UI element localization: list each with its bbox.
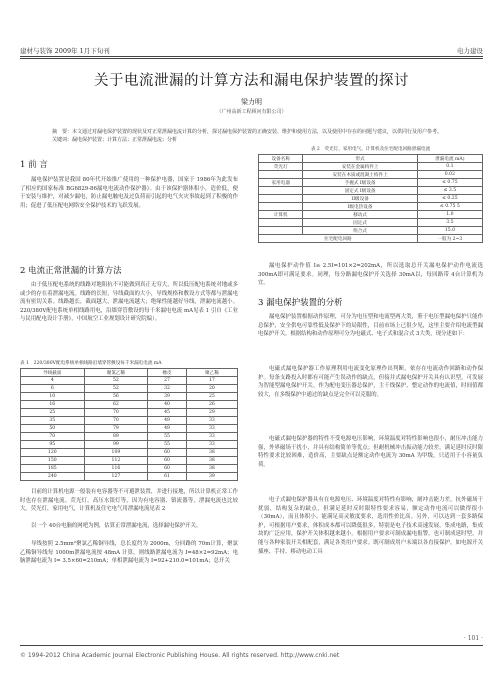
- table-2-cell-group: 家用电器: [259, 179, 303, 187]
- table-2-header: 泄漏电流 mA): [417, 155, 482, 163]
- table-2-cell-group: [259, 187, 303, 195]
- section-3-heading: 3 漏电保护装置的分析: [258, 298, 343, 308]
- table-1-cell: 95: [21, 441, 85, 449]
- table-1-header: 橡皮: [148, 369, 187, 377]
- table-2-header-row: [259, 155, 483, 163]
- table-1-cell: 38: [186, 457, 237, 465]
- table-1-cell: 116: [84, 465, 148, 473]
- table-1-cell: 38: [186, 465, 237, 473]
- table-2-cell-value: 1.0: [417, 211, 482, 219]
- header-rule-top: [20, 56, 483, 57]
- table-1-cell: 27: [148, 377, 187, 385]
- table-1-cell: 38: [186, 449, 237, 457]
- table-1-cell: 52: [84, 385, 148, 393]
- table-1-cell: 60: [148, 457, 187, 465]
- table-1-cell: 25: [21, 409, 85, 417]
- affiliation: （广州高新工程顾问有限公司）: [216, 109, 287, 115]
- table-2: [258, 154, 483, 243]
- table-1-row: [21, 377, 238, 385]
- table-1-cell: 39: [186, 473, 237, 481]
- section-2-paragraph-4: 导线按照 2.5mm²聚氯乙稀铜导线，总长度约为 2000m，分回路的 70m计算，聚氯乙稀铜导线每 1000m泄漏电流按 48mA 计算，则线路泄漏电流为 I=48×2=92mA；电脑泄漏电流为 I= 3.5×60=210mA；单相泄漏电流为 I=92+210.0=101mA；总开关: [20, 541, 238, 565]
- table-2-footer-label: 住宅配电回路: [259, 235, 418, 243]
- table-1-cell: 49: [148, 425, 187, 433]
- table-1-cell: 33: [186, 425, 237, 433]
- table-1-cell: 33: [186, 433, 237, 441]
- table-1-cell: 112: [84, 457, 148, 465]
- header-rule-bottom: [20, 58, 483, 59]
- section-3-paragraph-2: 电磁式漏电保护器工作原理利用电流变化原理作出判断，依存在电流动作回路和动作保护。每条支路投入时都有可能产生误动作的缺点，但接并式漏电保护开关具有认识型，可发展为智能型漏电保护开关。作为配电变压器总保护，主干线保护、整定动作的电流值，时间值都较大，在多级保护中通过的缺点是完全可以克服的。: [258, 366, 483, 398]
- table-1-cell: 39: [148, 393, 187, 401]
- table-1-cell: 70: [84, 417, 148, 425]
- abstract: [52, 129, 452, 144]
- author: 梁力明: [241, 98, 262, 106]
- table-2-cell-group: [259, 195, 303, 203]
- table-2-cell-value: ≤ 0.75: [417, 179, 482, 187]
- table-1-row: [21, 441, 238, 449]
- table-2-cell-form: 移动式: [303, 211, 417, 219]
- table-1-cell: 55: [148, 433, 187, 441]
- table-1-cell: 240: [21, 473, 85, 481]
- copyright-notice: © 1994-2012 China Academic Journal Electronic Publishing House. All rights reserved. http://www.cnki.net: [20, 652, 340, 659]
- table-2-cell-form: 固定式: [303, 219, 417, 227]
- table-2-row: [259, 211, 483, 219]
- table-2-cell-value: 3.5: [417, 219, 482, 227]
- section-2-paragraph-1: 由于低压配电系统的线路对地阻抗不可能做到真正无穷大，所以低压配电系统对地或多或少的存在着泄漏电流。线路的长短，导线截面的大小，导线规格和敷设方式等都与泄漏电流有密切关系。线路越长，截面越大，泄漏电流越大；绝缘性能越好导线，泄漏电流越小。220/380V配电系统单相线路用电，沿墙穿管敷设的每千米漏电电流 mA见表 1 引自《工业与民用配电设计手册》，中国航空工业规划设计研究院编）。: [20, 282, 238, 323]
- table-1-cell: 25: [186, 393, 237, 401]
- table-1-cell: 79: [84, 425, 148, 433]
- journal-header: 建材与装饰 2009年 1月下旬刊: [20, 47, 110, 55]
- table-1-caption: 表 1 220/380V配电系统单相线路沿墙穿管敷设每千米漏电电流 mA: [20, 361, 162, 366]
- table-1-cell: 60: [148, 465, 187, 473]
- table-1-cell: 35: [21, 417, 85, 425]
- footer-rule: [20, 645, 483, 646]
- table-1-cell: 33: [186, 441, 237, 449]
- table-1-cell: 70: [21, 433, 85, 441]
- table-2-cell-value: ≤ 3.5: [417, 187, 482, 195]
- table-2-cell-group: [259, 219, 303, 227]
- table-2-cell-value: 0.1: [417, 163, 482, 171]
- table-2-cell-group: [259, 203, 303, 211]
- section-1-paragraph: 漏电保护装置是我国 80年代开始推广使用的一种保护电器，国家于 1986年为此发布了相应的国家标准 BG6829-86漏电电流动作保护器》。由于该保护器体积小，造价低，便于安装与维护，对减少漏电，防止漏电触电及过负荷而引起的电气火灾事故起到了积极的作用；促进了低压配电网络安全保护技术的飞跃发展。: [20, 177, 238, 209]
- section-2-paragraph-3: 以一个 40台电脑的网吧为例，估算正常泄漏电流，选择漏电保护开关。: [31, 523, 202, 529]
- section-header: 电力建设: [457, 47, 483, 55]
- table-1-cell: 150: [21, 457, 85, 465]
- table-1-row: [21, 433, 238, 441]
- table-1-row: [21, 409, 238, 417]
- keywords: 关键词：漏电保护装置；计算方法；正常泄漏电流；分析: [52, 136, 178, 143]
- table-2-header: 设备名称: [259, 155, 303, 163]
- table-1-cell: 40: [148, 401, 187, 409]
- table-1-header: 导线截面: [21, 369, 85, 377]
- table-2-cell-group: [259, 227, 303, 235]
- table-1-cell: 29: [186, 409, 237, 417]
- table-1-cell: 26: [186, 401, 237, 409]
- article-title: 关于电流泄漏的计算方法和漏电保护装置的探讨: [94, 73, 409, 89]
- table-2-cell-form: 手握式 I级设备: [303, 179, 417, 187]
- table-1-cell: 17: [186, 377, 237, 385]
- table-2-cell-form: 安装在金属构件上: [303, 163, 417, 171]
- table-2-cell-form: 安装在木质或混凝土构件上: [303, 171, 417, 179]
- table-2-footer-value: 一般为 2~3: [417, 235, 482, 243]
- table-1-row: [21, 417, 238, 425]
- section-1-heading: 1 前 言: [20, 160, 48, 170]
- table-1-cell: 62: [84, 401, 148, 409]
- table-2-cell-group: [259, 171, 303, 179]
- table-2-cell-form: II级设备: [303, 195, 417, 203]
- table-1-cell: 4: [21, 377, 85, 385]
- table-1-row: [21, 425, 238, 433]
- table-1-row: [21, 385, 238, 393]
- table-2-caption: 表 2 荧光灯、家用电气、计算机及住宅配电回路泄漏电流: [310, 147, 431, 152]
- table-1-row: [21, 473, 238, 481]
- table-1-cell: 99: [84, 441, 148, 449]
- table-1-cell: 89: [84, 433, 148, 441]
- table-2-header: 形式: [303, 155, 417, 163]
- page-number: · 101 ·: [463, 635, 483, 642]
- table-2-row: [259, 219, 483, 227]
- table-2-row: [259, 187, 483, 195]
- table-1-cell: 70: [84, 409, 148, 417]
- table-1-cell: 56: [84, 393, 148, 401]
- table-2-cell-value: 15.0: [417, 227, 482, 235]
- table-2-row: [259, 203, 483, 211]
- table-1-header: 聚乙稀: [186, 369, 237, 377]
- table-2-row: [259, 227, 483, 235]
- table-1-header-row: [21, 369, 238, 377]
- table-1-cell: 50: [21, 425, 85, 433]
- table-1-cell: 49: [148, 417, 187, 425]
- table-1-cell: 45: [148, 409, 187, 417]
- table-1-cell: 185: [21, 465, 85, 473]
- table-1-row: [21, 393, 238, 401]
- table-2-row: [259, 179, 483, 187]
- table-1-cell: 52: [84, 377, 148, 385]
- table-2-cell-value: 0.02: [417, 171, 482, 179]
- table-2-cell-group: 荧光灯: [259, 163, 303, 171]
- table-1-cell: 33: [186, 417, 237, 425]
- table-2-row: [259, 195, 483, 203]
- table-1-cell: 16: [21, 401, 85, 409]
- section-2-heading: 2 电流正常泄漏的计算方法: [20, 266, 122, 276]
- table-1-row: [21, 457, 238, 465]
- table-2-cell-form: 固定式 I级设备: [303, 187, 417, 195]
- table-2-cell-form: I级电热设备: [303, 203, 417, 211]
- table-1-cell: 61: [148, 473, 187, 481]
- table-2-row: [259, 163, 483, 171]
- section-3-paragraph-3: 电磁式漏电保护器的特性不受电源电压影响，环境温度对特性影响也很小，耐压冲击能力强，外界磁场干扰小，并具有结构简单等优点；但耐机械冲击振动能力较差，满足延时反时限特性要求比较困难，造价高，主要缺点是额定动作电流为 30mA 为甲级，只适用于小容量负荷。: [258, 436, 483, 468]
- table-2-cell-group: 计算机: [259, 211, 303, 219]
- table-1-cell: 32: [148, 385, 187, 393]
- table-1-cell: 10: [21, 393, 85, 401]
- table-1-row: [21, 401, 238, 409]
- abstract-summary: 摘 要：本文通过对漏电保护装置的现状及对正常泄漏电流计算的分析，探讨漏电保护装置的正确安装、维护和使用方法，以及使用中存在的问题与建议，以供同行及用户参考。: [52, 129, 443, 135]
- table-1-cell: 6: [21, 385, 85, 393]
- table-2-cell-form: 组合式: [303, 227, 417, 235]
- table-1-row: [21, 449, 238, 457]
- table-2-row: [259, 171, 483, 179]
- table-1-cell: 60: [148, 449, 187, 457]
- table-2-cell-value: ≤ 0.25: [417, 195, 482, 203]
- table-1-cell: 55: [148, 441, 187, 449]
- table-1: [20, 368, 238, 481]
- table-1-cell: 20: [186, 385, 237, 393]
- section-2-paragraph-2: 目前的计算机电源一般装有电容器等不可避泄装置，并进行接地，所以计算机正常工作时也存在泄漏电流。荧光灯，高压水银灯等，因为有电容器、镇流器等，泄漏电流也比较大。荧光灯，家用电气，计算机及住宅电气用泄漏电流见表 2: [20, 489, 238, 513]
- section-2-conclusion: 漏电保护动作值 I≥ 2.5I=101×2=202mA，所以选取总开关漏电保护动作电流选 300mA即可满足要求。同理，每分路漏电保护开关选择 30mA以，每回路带 4台计算机为宜。: [258, 263, 483, 287]
- table-2-footer-row: [259, 235, 483, 243]
- section-3-paragraph-1: 漏电保护装置根据动作原理，可分为电压型和电流型两大类，鉴于电压型漏电保护只能作总保护，安全供电可靠性低及保护下的局限性，目前市场上已很少见，这里主要介绍电流型漏电保护开关。根据结构和动作原理可分为电磁式、电子式和混合式 3大类，现分述如下：: [258, 314, 483, 338]
- table-1-cell: 127: [84, 473, 148, 481]
- table-1-cell: 120: [21, 449, 85, 457]
- table-1-cell: 109: [84, 449, 148, 457]
- table-2-cell-value: ≤ 0.75 5: [417, 203, 482, 211]
- table-1-row: [21, 465, 238, 473]
- section-3-paragraph-4: 电子式漏电保护器具有在电源电压、环境温度对特性有影响，耐冲击能力差，抗外磁场干扰弱，结构复杂的缺点，但满足延时反时限特性要求容易，额定动作电流可以做得很小（30mA），而且体积小、能满足高灵敏度要求，选用性价比高。另外，可以达到一套多路保护，可根据用户要求，体积成本都可以降低很多，特别是电子技术高速发展，集成电路，集成块的广泛应用，保护开关体积越来越小。根据用户要求可制成漏电报警，也可制成延时型，并能与各种家装开关相配套，满足各类用户要求。既可制成用户末端以各直接保护，如电源开关插座、手持、移动电动工具: [258, 497, 483, 555]
- table-1-header: 聚氯乙稀: [84, 369, 148, 377]
